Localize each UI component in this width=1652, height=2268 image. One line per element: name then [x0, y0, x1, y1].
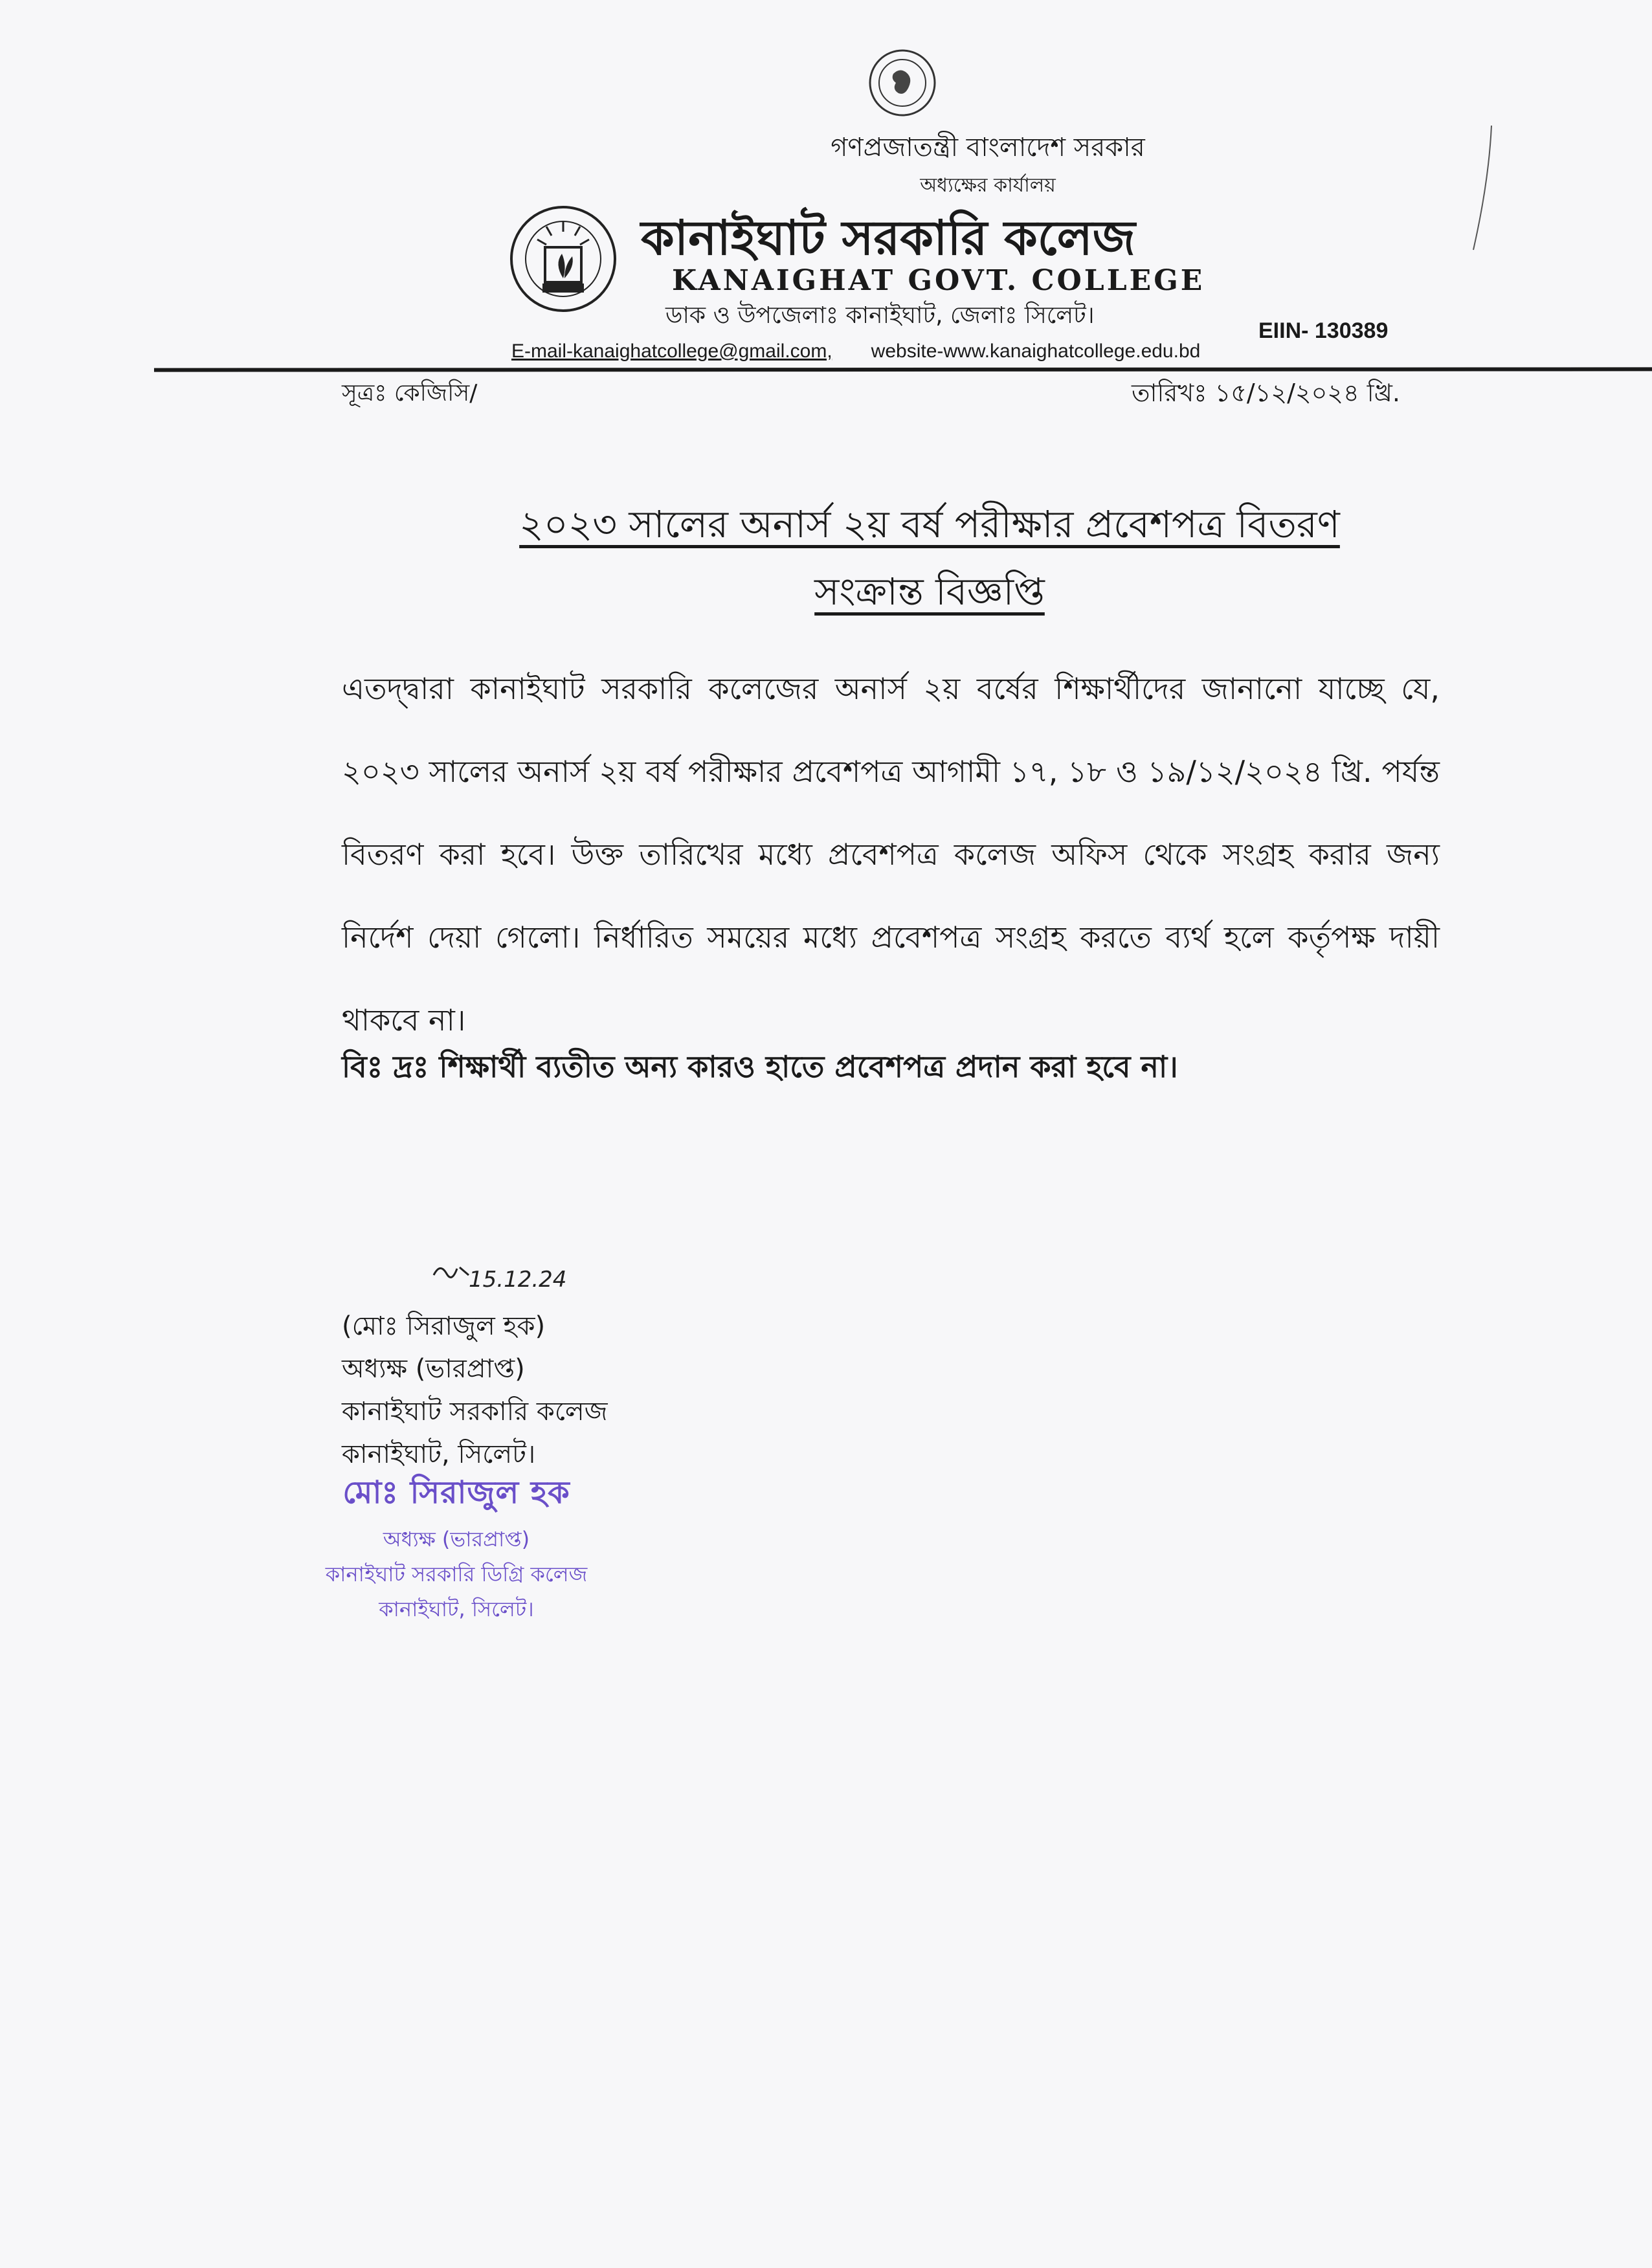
- notice-note: বিঃ দ্রঃ শিক্ষার্থী ব্যতীত অন্য কারও হাতে প্রবেশপত্র প্রদান করা হবে না।: [342, 1049, 1178, 1084]
- office-name: অধ্যক্ষের কার্যালয়: [920, 174, 1056, 197]
- signatory-college: কানাইঘাট সরকারি কলেজ: [342, 1397, 608, 1427]
- college-address: ডাক ও উপজেলাঃ কানাইঘাট, জেলাঃ সিলেট।: [665, 302, 1095, 329]
- handwritten-signature-icon: [427, 1249, 583, 1295]
- college-logo-icon: [505, 194, 621, 330]
- website-address: website-www.kanaighatcollege.edu.bd: [871, 340, 1201, 362]
- email-address: E-mail-kanaighatcollege@gmail.com,: [511, 340, 832, 362]
- pen-mark: [1469, 123, 1495, 252]
- stamp-place: কানাইঘাট, সিলেট।: [379, 1597, 534, 1621]
- eiin-number: EIIN- 130389: [1258, 318, 1389, 343]
- handwritten-date: 15.12.24: [469, 1267, 567, 1293]
- signature-block: [342, 1305, 608, 1476]
- official-stamp: [304, 1469, 608, 1628]
- government-seal-icon: [867, 48, 937, 118]
- notice-title-line-2: সংক্রান্ত বিজ্ঞপ্তি: [814, 570, 1045, 614]
- signatory-place: কানাইঘাট, সিলেট।: [342, 1440, 536, 1469]
- header-divider: [154, 367, 1652, 372]
- stamp-name: মোঃ সিরাজুল হক: [342, 1474, 570, 1511]
- stamp-college: কানাইঘাট সরকারি ডিগ্রি কলেজ: [325, 1562, 588, 1586]
- stamp-designation: অধ্যক্ষ (ভারপ্রাপ্ত): [383, 1527, 530, 1551]
- college-name-english: KANAIGHAT GOVT. COLLEGE: [672, 264, 1205, 297]
- signatory-designation: অধ্যক্ষ (ভারপ্রাপ্ত): [342, 1354, 525, 1384]
- memo-date: তারিখঃ ১৫/১২/২০২৪ খ্রি.: [1132, 379, 1400, 407]
- college-name-bangla: কানাইঘাট সরকারি কলেজ: [641, 210, 1135, 266]
- notice-title-line-1: ২০২৩ সালের অনার্স ২য় বর্ষ পরীক্ষার প্রবেশপত্র বিতরণ: [519, 502, 1340, 546]
- signatory-name: (মোঃ সিরাজুল হক): [342, 1311, 546, 1341]
- contact-line: [511, 340, 1200, 362]
- government-name: গণপ্রজাতন্ত্রী বাংলাদেশ সরকার: [831, 133, 1145, 162]
- notice-body: এতদ্দ্বারা কানাইঘাট সরকারি কলেজের অনার্স ২য় বর্ষের শিক্ষার্থীদের জানানো যাচ্ছে যে, ২০২৩ সালের অনার্স ২য় বর্ষ পরীক্ষার প্রবেশপত্র আগামী ১৭, ১৮ ও ১৯/১২/২০২৪ খ্রি. পর্যন্ত বিতরণ করা হবে। উক্ত তারিখের মধ্যে প্রবেশপত্র কলেজ অফিস থেকে সংগ্রহ করার জন্য নির্দেশ দেয়া গেলো। নির্ধারিত সময়ের মধ্যে প্রবেশপত্র সংগ্রহ করতে ব্যর্থ হলে কর্তৃপক্ষ দায়ী থাকবে না।: [342, 671, 1440, 1038]
- memo-reference: সূত্রঃ কেজিসি/: [342, 380, 478, 406]
